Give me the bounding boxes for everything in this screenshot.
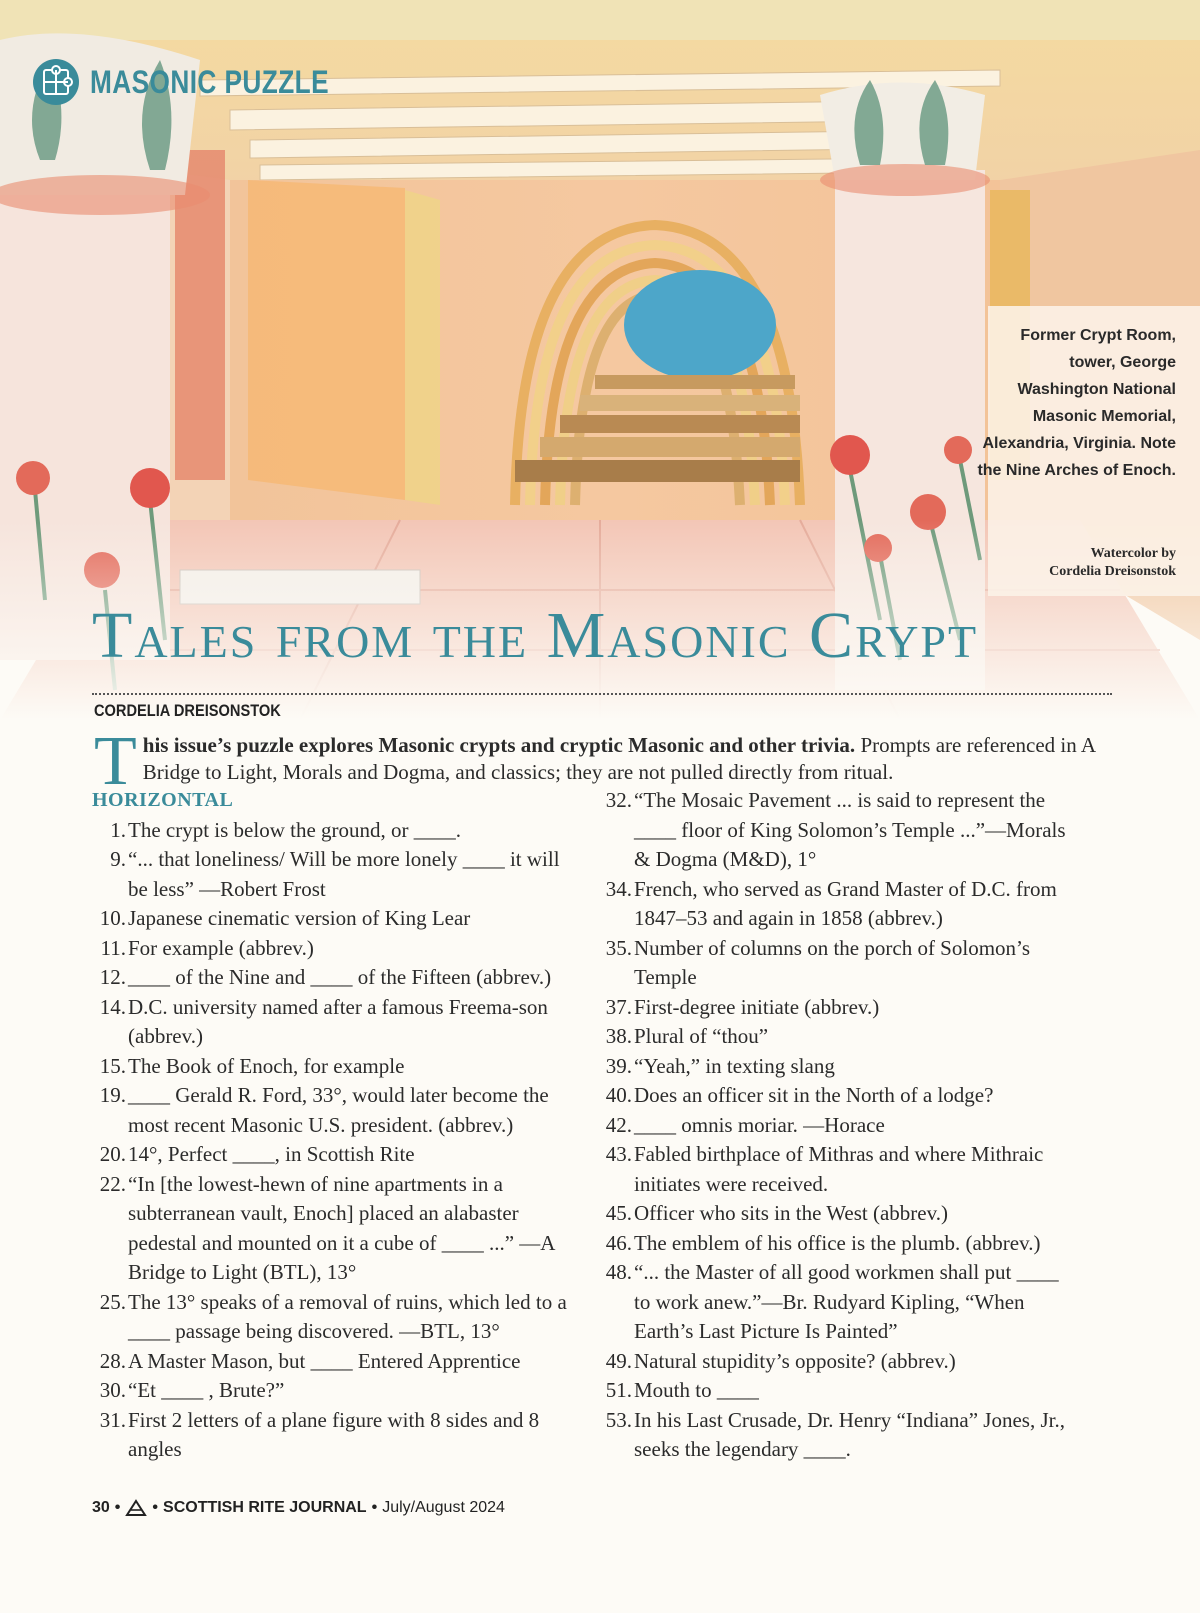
clue-number: 32. (605, 788, 632, 812)
credit-line-1: Watercolor by (1090, 546, 1176, 561)
clue-text: A Master Mason, but ____ Entered Apprentice (128, 1348, 521, 1373)
clue-number: 51. (605, 1378, 632, 1402)
clue-text: Plural of “thou” (634, 1024, 769, 1048)
clue-item (92, 845, 580, 904)
clue-text: The Book of Enoch, for example (128, 1053, 405, 1078)
clue-item (92, 1376, 580, 1406)
clue-item (92, 1406, 580, 1465)
clue-text: In his Last Crusade, Dr. Henry “Indiana” Jones, Jr., seeks the legendary ____. (634, 1407, 1065, 1461)
image-caption: Former Crypt Room, tower, George Washington National Masonic Memorial, Alexandria, Virginia. Note the Nine Arches of Enoch. (977, 327, 1176, 479)
footer-separator: • (152, 1499, 159, 1516)
clue-item (596, 1376, 1076, 1406)
clues-column-right (596, 786, 1076, 1465)
clue-text: ____ of the Nine and ____ of the Fifteen (abbrev.) (128, 965, 552, 989)
clue-number: 31. (99, 1407, 126, 1432)
clue-text: The crypt is below the ground, or ____. (128, 817, 462, 842)
clue-item (92, 963, 580, 993)
clue-number: 14. (99, 994, 126, 1019)
clue-number: 9. (110, 847, 126, 871)
clue-text: Officer who sits in the West (abbrev.) (634, 1201, 949, 1225)
clue-item (596, 1347, 1076, 1377)
clue-number: 34. (605, 876, 632, 901)
clue-text: ____ omnis moriar. —Horace (634, 1112, 885, 1137)
clue-number: 45. (605, 1201, 632, 1225)
intro-rest: Prompts are referenced in A Bridge to Light, Morals and Dogma, and classics; they are not pulled directly from ritual. (142, 733, 1095, 784)
clue-number: 46. (605, 1230, 632, 1255)
clue-number: 30. (99, 1378, 126, 1402)
page-number: 30 (92, 1499, 110, 1516)
clue-number: 48. (605, 1260, 632, 1284)
clue-item (596, 1140, 1076, 1199)
clue-number: 35. (605, 935, 632, 960)
clue-text: Mouth to ____ (634, 1378, 759, 1402)
clue-number: 12. (99, 965, 126, 989)
clue-text: “The Mosaic Pavement ... is said to represent the ____ floor of King Solomon’s Temple ...”—Morals & Dogma (M&D), 1° (634, 788, 1066, 871)
clue-number: 42. (605, 1112, 632, 1137)
clue-number: 11. (100, 935, 126, 960)
clue-item (92, 1081, 580, 1140)
clue-text: The 13° speaks of a removal of ruins, which led to a ____ passage being discovered. —BTL, 13° (128, 1289, 567, 1343)
clue-item (92, 816, 580, 846)
clue-text: Does an officer sit in the North of a lodge? (634, 1083, 994, 1107)
clue-number: 10. (99, 906, 126, 930)
clue-text: “Et ____ , Brute?” (128, 1378, 285, 1402)
byline: CORDELIA DREISONSTOK (94, 701, 281, 720)
clue-item (596, 1111, 1076, 1141)
clue-item (596, 786, 1076, 875)
clue-number: 15. (99, 1053, 126, 1078)
image-credit (976, 545, 1176, 581)
clue-text: “Yeah,” in texting slang (634, 1053, 835, 1078)
clue-item (92, 1288, 580, 1347)
clue-item (596, 993, 1076, 1023)
clue-item (596, 1052, 1076, 1082)
clue-text: D.C. university named after a famous Freema-son (abbrev.) (128, 994, 548, 1048)
footer-separator: • (371, 1499, 378, 1516)
clue-number: 49. (605, 1348, 632, 1373)
clue-number: 39. (605, 1053, 632, 1078)
clue-number: 19. (99, 1083, 126, 1107)
clue-number: 1. (110, 817, 126, 842)
credit-line-2: Cordelia Dreisonstok (1049, 564, 1176, 579)
title-divider (92, 693, 1112, 695)
section-label: MASONIC PUZZLE (90, 63, 329, 100)
section-header (32, 58, 381, 106)
clue-item (92, 904, 580, 934)
clue-item (596, 1229, 1076, 1259)
clue-item (92, 1140, 580, 1170)
clue-item (596, 1022, 1076, 1052)
clue-item (92, 1347, 580, 1377)
double-headed-eagle-emblem-icon (125, 1499, 147, 1517)
clue-item (596, 1258, 1076, 1347)
clues-heading: HORIZONTAL (92, 789, 234, 811)
page-footer (92, 1499, 505, 1517)
clue-number: 28. (99, 1348, 126, 1373)
clue-text: “... the Master of all good workmen shall put ____ to work anew.”—Br. Rudyard Kipling, “When Earth’s Last Picture Is Painted” (634, 1260, 1059, 1343)
puzzle-piece-icon (32, 58, 80, 106)
article-title: Tales from the Masonic Crypt (92, 599, 979, 672)
clue-text: For example (abbrev.) (128, 935, 314, 960)
clue-item (596, 875, 1076, 934)
clue-text: First-degree initiate (abbrev.) (634, 994, 880, 1019)
clue-text: ____ Gerald R. Ford, 33°, would later become the most recent Masonic U.S. president. (abbrev.) (128, 1083, 549, 1137)
clue-item (596, 934, 1076, 993)
clue-text: “In [the lowest-hewn of nine apartments in a subterranean vault, Enoch] placed an alabaster pedestal and mounted on it a cube of ____ ...” —A Bridge to Light (BTL), 13° (128, 1171, 555, 1284)
footer-separator: • (114, 1499, 121, 1516)
clue-number: 25. (99, 1289, 126, 1314)
clue-item (92, 934, 580, 964)
intro-lead: his issue’s puzzle explores Masonic crypts and cryptic Masonic and other trivia. (142, 733, 856, 757)
clue-item (596, 1199, 1076, 1229)
clue-number: 53. (605, 1407, 632, 1432)
clue-item (596, 1406, 1076, 1465)
clue-number: 38. (605, 1024, 632, 1048)
clue-number: 37. (605, 994, 632, 1019)
clue-text: 14°, Perfect ____, in Scottish Rite (128, 1142, 415, 1166)
clue-item (596, 1081, 1076, 1111)
clue-text: The emblem of his office is the plumb. (abbrev.) (634, 1230, 1041, 1255)
clue-number: 22. (99, 1171, 126, 1196)
clue-text: “... that loneliness/ Will be more lonely ____ it will be less” —Robert Frost (128, 847, 560, 901)
clue-text: Number of columns on the porch of Solomon’s Temple (634, 935, 1031, 989)
clue-item (92, 1052, 580, 1082)
clue-item (92, 1170, 580, 1288)
clue-number: 43. (605, 1142, 632, 1166)
clue-number: 20. (99, 1142, 126, 1166)
clues-column-left (92, 786, 580, 1465)
clue-text: Natural stupidity’s opposite? (abbrev.) (634, 1348, 956, 1373)
journal-name: SCOTTISH RITE JOURNAL (163, 1499, 367, 1516)
clue-text: French, who served as Grand Master of D.C. from 1847–53 and again in 1858 (abbrev.) (634, 876, 1057, 930)
clue-text: Fabled birthplace of Mithras and where Mithraic initiates were received. (634, 1142, 1044, 1196)
clue-text: First 2 letters of a plane figure with 8 sides and 8 angles (128, 1407, 540, 1461)
clue-number: 40. (605, 1083, 632, 1107)
drop-cap: T (94, 723, 137, 800)
clue-item (92, 993, 580, 1052)
issue-date: July/August 2024 (382, 1499, 505, 1516)
clue-text: Japanese cinematic version of King Lear (128, 906, 471, 930)
